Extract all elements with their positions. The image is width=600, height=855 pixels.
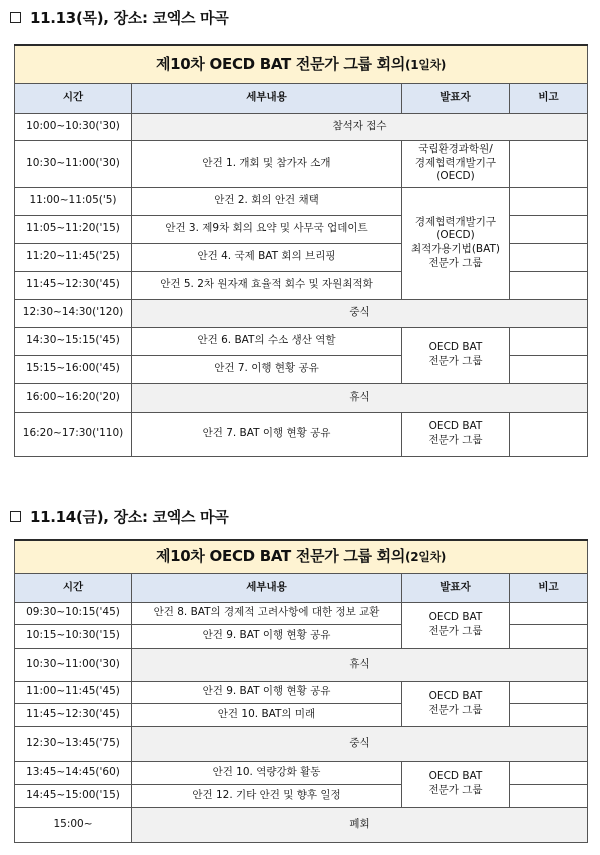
checkbox-bullet-icon (10, 511, 21, 522)
table-row (15, 113, 588, 140)
content-cell: 안건 10. 역량강화 활동 (132, 761, 402, 784)
header-note: 비고 (510, 573, 588, 602)
content-cell: 중식 (132, 299, 588, 327)
presenter-cell: 국립환경과학원/ 경제협력개발기구 (OECD) (402, 140, 510, 187)
note-cell (510, 271, 588, 299)
time-cell: 11:45~12:30('45) (15, 703, 132, 726)
note-cell (510, 681, 588, 703)
table-row (15, 761, 588, 784)
time-cell: 11:00~11:45('45) (15, 681, 132, 703)
header-time: 시간 (15, 573, 132, 602)
section-heading-day1 (10, 7, 228, 28)
note-cell (510, 412, 588, 456)
presenter-cell: 경제협력개발기구 (OECD) 최적가용기법(BAT) 전문가 그룹 (402, 187, 510, 299)
header-content: 세부내용 (132, 573, 402, 602)
table-row (15, 726, 588, 761)
time-cell: 16:00~16:20('20) (15, 383, 132, 412)
content-cell: 휴식 (132, 648, 588, 681)
time-cell: 11:05~11:20('15) (15, 215, 132, 243)
time-cell: 12:30~14:30('120) (15, 299, 132, 327)
content-cell: 안건 9. BAT 이행 현황 공유 (132, 681, 402, 703)
presenter-cell: OECD BAT 전문가 그룹 (402, 602, 510, 648)
content-cell: 안건 2. 회의 안건 채택 (132, 187, 402, 215)
time-cell: 10:30~11:00('30) (15, 648, 132, 681)
schedule-table-day2 (14, 539, 588, 843)
content-cell: 폐회 (132, 807, 588, 842)
note-cell (510, 140, 588, 187)
table-title: 제10차 OECD BAT 전문가 그룹 회의(1일차) (15, 45, 588, 83)
table-row (15, 602, 588, 624)
time-cell: 10:30~11:00('30) (15, 140, 132, 187)
section-heading-day2 (10, 506, 228, 527)
presenter-cell: OECD BAT 전문가 그룹 (402, 327, 510, 383)
table-row (15, 299, 588, 327)
table-row (15, 383, 588, 412)
content-cell: 휴식 (132, 383, 588, 412)
content-cell: 참석자 접수 (132, 113, 588, 140)
presenter-cell: OECD BAT 전문가 그룹 (402, 681, 510, 726)
schedule-table-day1 (14, 44, 588, 457)
time-cell: 15:00~ (15, 807, 132, 842)
table-row (15, 648, 588, 681)
note-cell (510, 761, 588, 784)
content-cell: 안건 5. 2차 원자재 효율적 회수 및 자원최적화 (132, 271, 402, 299)
content-cell: 안건 4. 국제 BAT 회의 브리핑 (132, 243, 402, 271)
time-cell: 15:15~16:00('45) (15, 355, 132, 383)
header-note: 비고 (510, 83, 588, 113)
content-cell: 안건 3. 제9차 회의 요약 및 사무국 업데이트 (132, 215, 402, 243)
content-cell: 안건 8. BAT의 경제적 고려사항에 대한 정보 교환 (132, 602, 402, 624)
header-content: 세부내용 (132, 83, 402, 113)
time-cell: 11:45~12:30('45) (15, 271, 132, 299)
note-cell (510, 624, 588, 648)
content-cell: 안건 7. 이행 현황 공유 (132, 355, 402, 383)
time-cell: 11:20~11:45('25) (15, 243, 132, 271)
note-cell (510, 784, 588, 807)
header-presenter: 발표자 (402, 573, 510, 602)
content-cell: 안건 12. 기타 안건 및 향후 일정 (132, 784, 402, 807)
time-cell: 14:45~15:00('15) (15, 784, 132, 807)
content-cell: 안건 1. 개회 및 참가자 소개 (132, 140, 402, 187)
note-cell (510, 187, 588, 215)
note-cell (510, 243, 588, 271)
content-cell: 안건 6. BAT의 수소 생산 역할 (132, 327, 402, 355)
time-cell: 11:00~11:05('5) (15, 187, 132, 215)
note-cell (510, 215, 588, 243)
content-cell: 안건 10. BAT의 미래 (132, 703, 402, 726)
presenter-cell: OECD BAT 전문가 그룹 (402, 761, 510, 807)
time-cell: 16:20~17:30('110) (15, 412, 132, 456)
table-row (15, 681, 588, 703)
time-cell: 13:45~14:45('60) (15, 761, 132, 784)
table-row (15, 807, 588, 842)
note-cell (510, 602, 588, 624)
section-heading-text: 11.14(금), 장소: 코엑스 마곡 (30, 508, 229, 526)
table-header-row (15, 83, 588, 113)
note-cell (510, 355, 588, 383)
presenter-cell: OECD BAT 전문가 그룹 (402, 412, 510, 456)
checkbox-bullet-icon (10, 12, 21, 23)
note-cell (510, 327, 588, 355)
header-presenter: 발표자 (402, 83, 510, 113)
time-cell: 10:15~10:30('15) (15, 624, 132, 648)
table-row (15, 187, 588, 215)
time-cell: 12:30~13:45('75) (15, 726, 132, 761)
time-cell: 09:30~10:15('45) (15, 602, 132, 624)
content-cell: 안건 9. BAT 이행 현황 공유 (132, 624, 402, 648)
section-heading-text: 11.13(목), 장소: 코엑스 마곡 (30, 9, 229, 27)
note-cell (510, 703, 588, 726)
table-row (15, 412, 588, 456)
header-time: 시간 (15, 83, 132, 113)
table-title: 제10차 OECD BAT 전문가 그룹 회의(2일차) (15, 540, 588, 573)
table-header-row (15, 573, 588, 602)
time-cell: 10:00~10:30('30) (15, 113, 132, 140)
content-cell: 중식 (132, 726, 588, 761)
content-cell: 안건 7. BAT 이행 현황 공유 (132, 412, 402, 456)
table-row (15, 327, 588, 355)
time-cell: 14:30~15:15('45) (15, 327, 132, 355)
table-row (15, 140, 588, 187)
